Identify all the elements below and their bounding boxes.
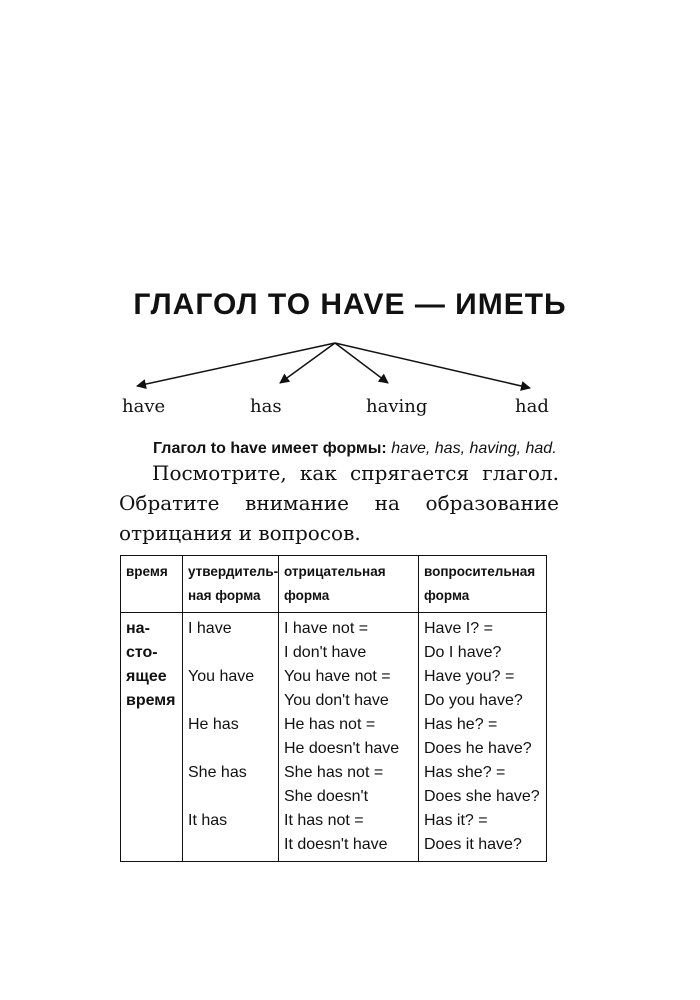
negative-it-full: It has not =	[284, 812, 364, 829]
page-title: ГЛАГОЛ TO HAVE — ИМЕТЬ	[133, 288, 567, 321]
negative-it-short: It doesn't have	[284, 836, 388, 853]
question-he-full: Has he? =	[424, 716, 498, 733]
table-row	[121, 613, 547, 862]
negative-i-full: I have not =	[284, 620, 369, 637]
affirmative-i: I have	[188, 620, 232, 637]
negative-he-full: He has not =	[284, 716, 376, 733]
intro-middle: имеет формы:	[266, 440, 392, 457]
header-affirmative: утвердитель-ная форма	[183, 556, 279, 613]
affirmative-you: You have	[188, 668, 255, 685]
negative-cell	[279, 613, 419, 862]
negative-she-full: She has not =	[284, 764, 384, 781]
negative-you-short: You don't have	[284, 692, 389, 709]
negative-you-full: You have not =	[284, 668, 391, 685]
tense-line: на-	[126, 620, 150, 637]
affirmative-he: He has	[188, 716, 239, 733]
intro-verb: to have	[210, 440, 267, 457]
question-she-full: Has she? =	[424, 764, 506, 781]
tense-line: время	[126, 692, 176, 709]
form-has: has	[250, 396, 282, 417]
question-cell	[419, 613, 547, 862]
question-he-short: Does he have?	[424, 740, 532, 757]
forms-arrow-diagram	[0, 336, 700, 400]
intro-line	[153, 440, 557, 458]
question-she-short: Does she have?	[424, 788, 540, 805]
affirmative-it: It has	[188, 812, 228, 829]
instruction-paragraph: Посмотрите, как спрягается глагол. Обратите внимание на образование отрицания и вопросов.	[119, 461, 559, 545]
question-i-short: Do I have?	[424, 644, 502, 661]
question-you-short: Do you have?	[424, 692, 523, 709]
intro-forms: have, has, having, had.	[391, 440, 557, 457]
question-i-full: Have I? =	[424, 620, 493, 637]
negative-i-short: I don't have	[284, 644, 367, 661]
negative-she-short: She doesn't	[284, 788, 369, 805]
table-header-row	[121, 556, 547, 613]
question-it-short: Does it have?	[424, 836, 522, 853]
form-have: have	[122, 396, 166, 417]
header-tense: время	[121, 556, 183, 613]
affirmative-she: She has	[188, 764, 247, 781]
tense-cell	[121, 613, 183, 862]
header-question: вопросительная форма	[419, 556, 547, 613]
question-you-full: Have you? =	[424, 668, 515, 685]
tense-line: сто-	[126, 644, 158, 661]
tense-line: ящее	[126, 668, 167, 685]
intro-prefix: Глагол	[153, 440, 211, 457]
affirmative-cell	[183, 613, 279, 862]
header-negative: отрицательная форма	[279, 556, 419, 613]
conjugation-table	[120, 555, 547, 862]
question-it-full: Has it? =	[424, 812, 488, 829]
negative-he-short: He doesn't have	[284, 740, 400, 757]
form-having: having	[366, 396, 428, 417]
form-had: had	[515, 396, 549, 417]
